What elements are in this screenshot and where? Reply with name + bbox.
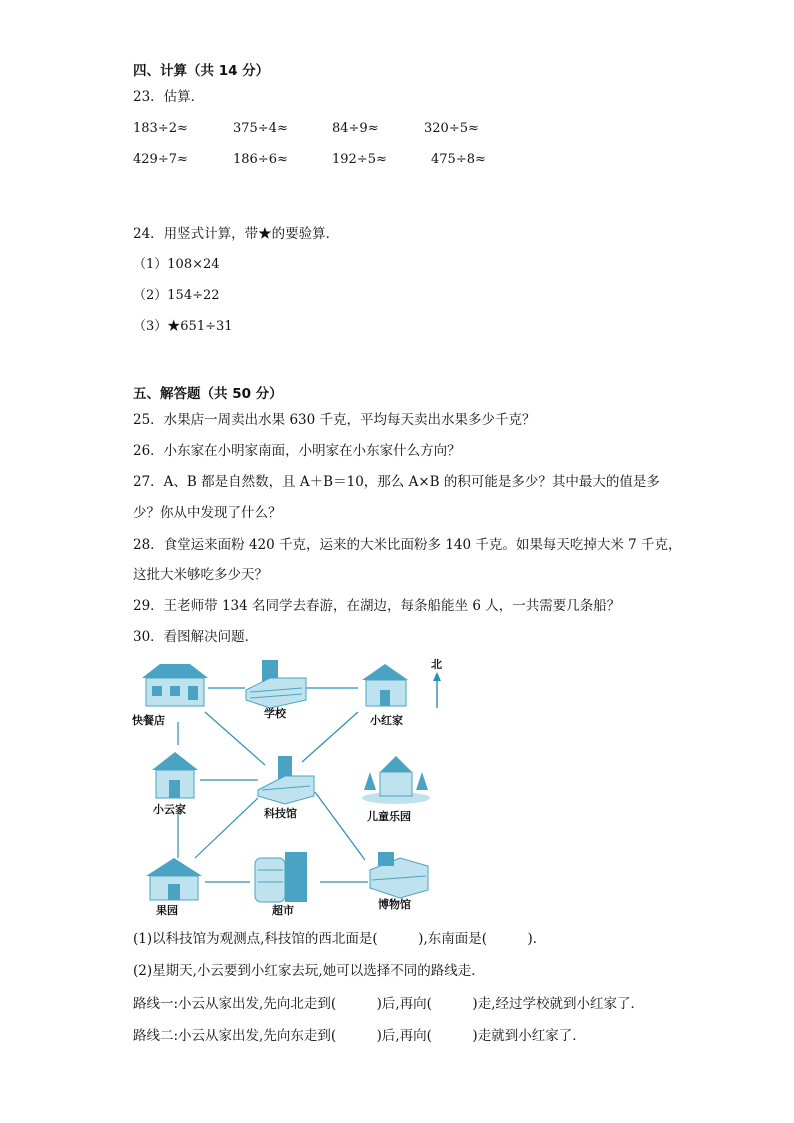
xiaohong-home-label: 小红家 xyxy=(370,714,403,727)
q24-item: （3）★651÷31 xyxy=(133,319,233,334)
q28-line-1: 28．食堂运来面粉 420 千克，运来的大米比面粉多 140 千克。如果每天吃掉大米 7 千克， xyxy=(133,537,682,553)
xiaoyun-home-icon xyxy=(152,752,198,798)
q26: 26．小东家在小明家南面，小明家在小东家什么方向？ xyxy=(133,443,461,459)
children-park-icon xyxy=(362,756,430,804)
estimate-item: 375÷4≈ xyxy=(233,121,288,136)
q28-line-2: 这批大米够吃多少天？ xyxy=(133,567,268,583)
estimate-item: 475÷8≈ xyxy=(431,152,486,167)
q23-title: 23．估算． xyxy=(133,89,205,105)
fastfood-icon xyxy=(142,664,208,706)
science-museum-label: 科技馆 xyxy=(264,807,297,820)
estimate-item: 84÷9≈ xyxy=(332,121,379,136)
estimate-item: 320÷5≈ xyxy=(424,121,479,136)
q24-title: 24．用竖式计算，带★的要验算． xyxy=(133,226,340,242)
q25: 25．水果店一周卖出水果 630 千克，平均每天卖出水果多少千克？ xyxy=(133,412,536,428)
science-museum-icon xyxy=(258,756,314,804)
estimate-item: 186÷6≈ xyxy=(233,152,288,167)
q30-sub1: (1)以科技馆为观测点,科技馆的西北面是( ),东南面是( )． xyxy=(133,931,547,947)
section-4-heading: 四、计算（共 14 分） xyxy=(133,63,270,79)
q24-item: （2）154÷22 xyxy=(133,288,220,303)
supermarket-label: 超市 xyxy=(272,904,294,917)
children-park-label: 儿童乐园 xyxy=(367,810,411,823)
school-label: 学校 xyxy=(264,707,286,720)
q27-line-1: 27．A、B 都是自然数，且 A＋B＝10，那么 A×B 的积可能是多少？其中最大的值是多 xyxy=(133,474,660,490)
xiaoyun-home-label: 小云家 xyxy=(153,803,186,816)
q24-item: （1）108×24 xyxy=(133,257,220,272)
q30-route1: 路线一:小云从家出发,先向北走到( )后,再向( )走,经过学校就到小红家了． xyxy=(133,996,644,1012)
estimate-item: 183÷2≈ xyxy=(133,121,188,136)
q30-route2: 路线二:小云从家出发,先向东走到( )后,再向( )走就到小红家了． xyxy=(133,1028,586,1044)
supermarket-icon xyxy=(255,852,307,902)
fastfood-label: 快餐店 xyxy=(132,714,165,727)
xiaohong-home-icon xyxy=(362,664,408,706)
museum-icon xyxy=(370,852,428,898)
estimate-item: 192÷5≈ xyxy=(332,152,387,167)
museum-label: 博物馆 xyxy=(378,898,411,911)
estimate-item: 429÷7≈ xyxy=(133,152,188,167)
q30-title: 30．看图解决问题． xyxy=(133,629,259,645)
section-5-heading: 五、解答题（共 50 分） xyxy=(133,386,283,402)
orchard-icon xyxy=(146,858,202,900)
q27-line-2: 少？你从中发现了什么？ xyxy=(133,505,282,521)
north-arrow xyxy=(433,672,441,708)
north-label: 北 xyxy=(431,658,442,671)
q29: 29．王老师带 134 名同学去春游，在湖边，每条船能坐 6 人，一共需要几条船？ xyxy=(133,598,621,614)
q30-sub2: (2)星期天,小云要到小红家去玩,她可以选择不同的路线走． xyxy=(133,963,485,979)
school-icon xyxy=(246,660,306,708)
orchard-label: 果园 xyxy=(156,904,178,917)
